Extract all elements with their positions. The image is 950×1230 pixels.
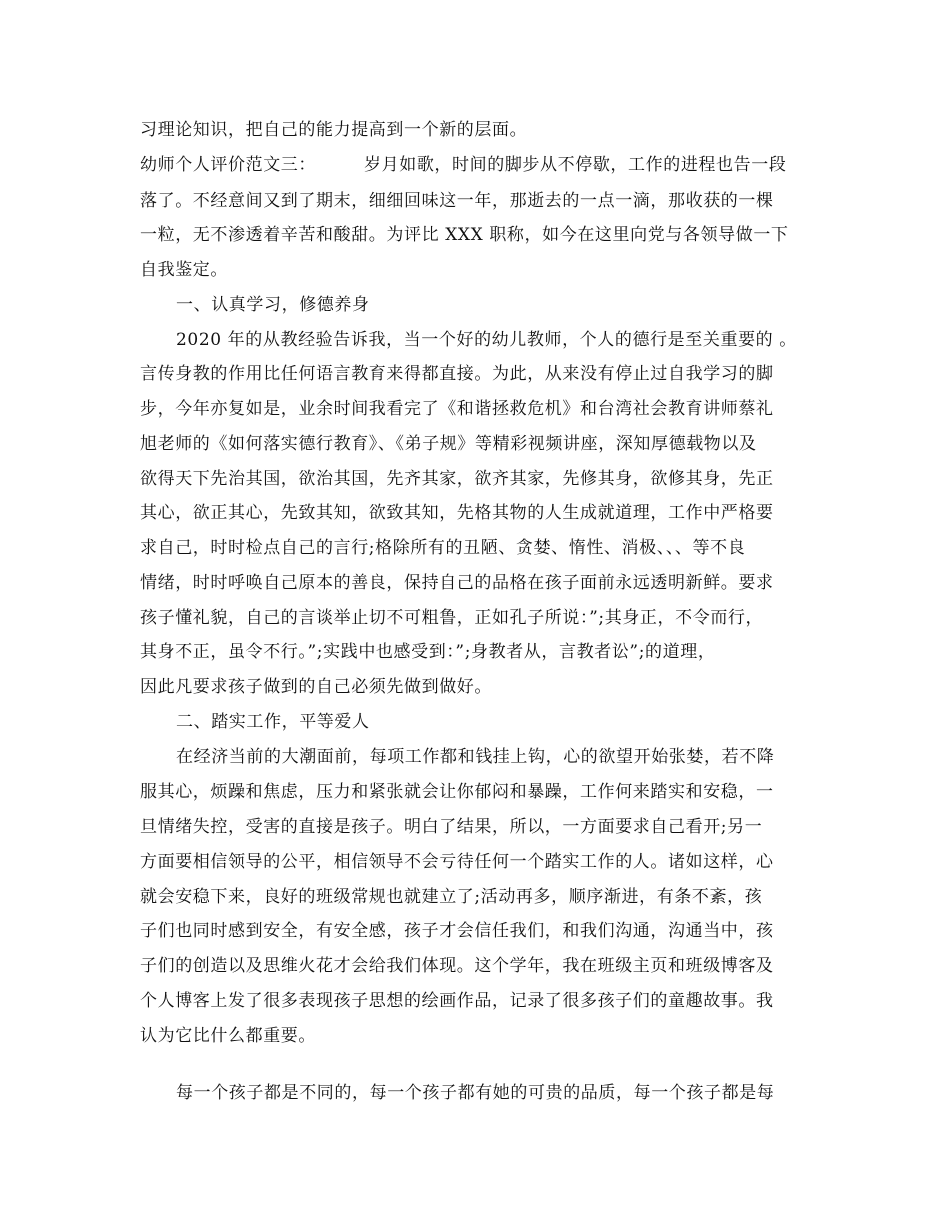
text-line: 在经济当前的大潮面前，每项工作都和钱挂上钩，心的欲望开始张婪，若不降 xyxy=(176,747,775,767)
section-heading: 二、踏实工作，平等爱人 xyxy=(176,712,370,732)
text-line: 一粒，无不渗透着辛苦和酸甜。为评比 XXX 职称，如今在这里向党与各领导做一下 xyxy=(140,225,789,245)
text-line: 其心，欲正其心，先致其知，欲致其知，先格其物的人生成就道理，工作中严格要 xyxy=(140,503,774,523)
text-line: 求自己，时时检点自己的言行;格除所有的丑陋、贪婪、惰性、消极、、、等不良 xyxy=(140,538,746,558)
text-line: 2020 年的从教经验告诉我，当一个好的幼儿教师，个人的德行是至关重要的 。 xyxy=(176,330,797,350)
section-heading: 一、认真学习，修德养身 xyxy=(176,295,370,315)
text-line: 孩子懂礼貌，自己的言谈举止切不可粗鲁，正如孔子所说：”;其身正，不令而行， xyxy=(140,608,764,628)
text-line: 服其心，烦躁和焦虑，压力和紧张就会让你郁闷和暴躁，工作何来踏实和安稳，一 xyxy=(140,782,774,802)
text-line: 子们的创造以及思维火花才会给我们体现。这个学年，我在班级主页和班级博客及 xyxy=(140,956,774,976)
text-line: 子们也同时感到安全，有安全感，孩子才会信任我们，和我们沟通，沟通当中，孩 xyxy=(140,921,774,941)
text-line: 旭老师的《如何落实德行教育》、《弟子规》等精彩视频讲座，深知厚德载物以及 xyxy=(140,434,757,454)
text-line: 其身不正，虽令不行。”;实践中也感受到：”;身教者从，言教者讼”;的道理， xyxy=(140,642,716,662)
text-line: 自我鉴定。 xyxy=(140,260,228,280)
text-line: 幼师个人评价范文三： 岁月如歌，时间的脚步从不停歇，工作的进程也告一段 xyxy=(140,155,787,175)
text-line: 就会安稳下来，良好的班级常规也就建立了;活动再多，顺序渐进，有条不紊，孩 xyxy=(140,887,763,907)
text-line: 每一个孩子都是不同的，每一个孩子都有她的可贵的品质，每一个孩子都是每 xyxy=(176,1083,775,1103)
text-line: 方面要相信领导的公平，相信领导不会亏待任何一个踏实工作的人。诸如这样，心 xyxy=(140,852,774,872)
text-line: 落了。不经意间又到了期末，细细回味这一年，那逝去的一点一滴，那收获的一棵 xyxy=(140,191,774,211)
text-line: 步，今年亦复如是，业余时间我看完了《和谐拯救危机》和台湾社会教育讲师蔡礼 xyxy=(140,399,774,419)
text-line: 言传身教的作用比任何语言教育来得都直接。为此，从来没有停止过自我学习的脚 xyxy=(140,364,774,384)
text-line: 情绪，时时呼唤自己原本的善良，保持自己的品格在孩子面前永远透明新鲜。要求 xyxy=(140,573,774,593)
text-line: 旦情绪失控，受害的直接是孩子。明白了结果，所以，一方面要求自己看开;另一 xyxy=(140,817,763,837)
text-line: 习理论知识，把自己的能力提高到一个新的层面。 xyxy=(140,120,528,140)
text-line: 因此凡要求孩子做到的自己必须先做到做好。 xyxy=(140,677,492,697)
text-line: 个人博客上发了很多表现孩子思想的绘画作品，记录了很多孩子们的童趣故事。我 xyxy=(140,991,774,1011)
text-line: 欲得天下先治其国，欲治其国，先齐其家，欲齐其家，先修其身，欲修其身，先正 xyxy=(140,469,774,489)
text-line: 认为它比什么都重要。 xyxy=(140,1026,316,1046)
